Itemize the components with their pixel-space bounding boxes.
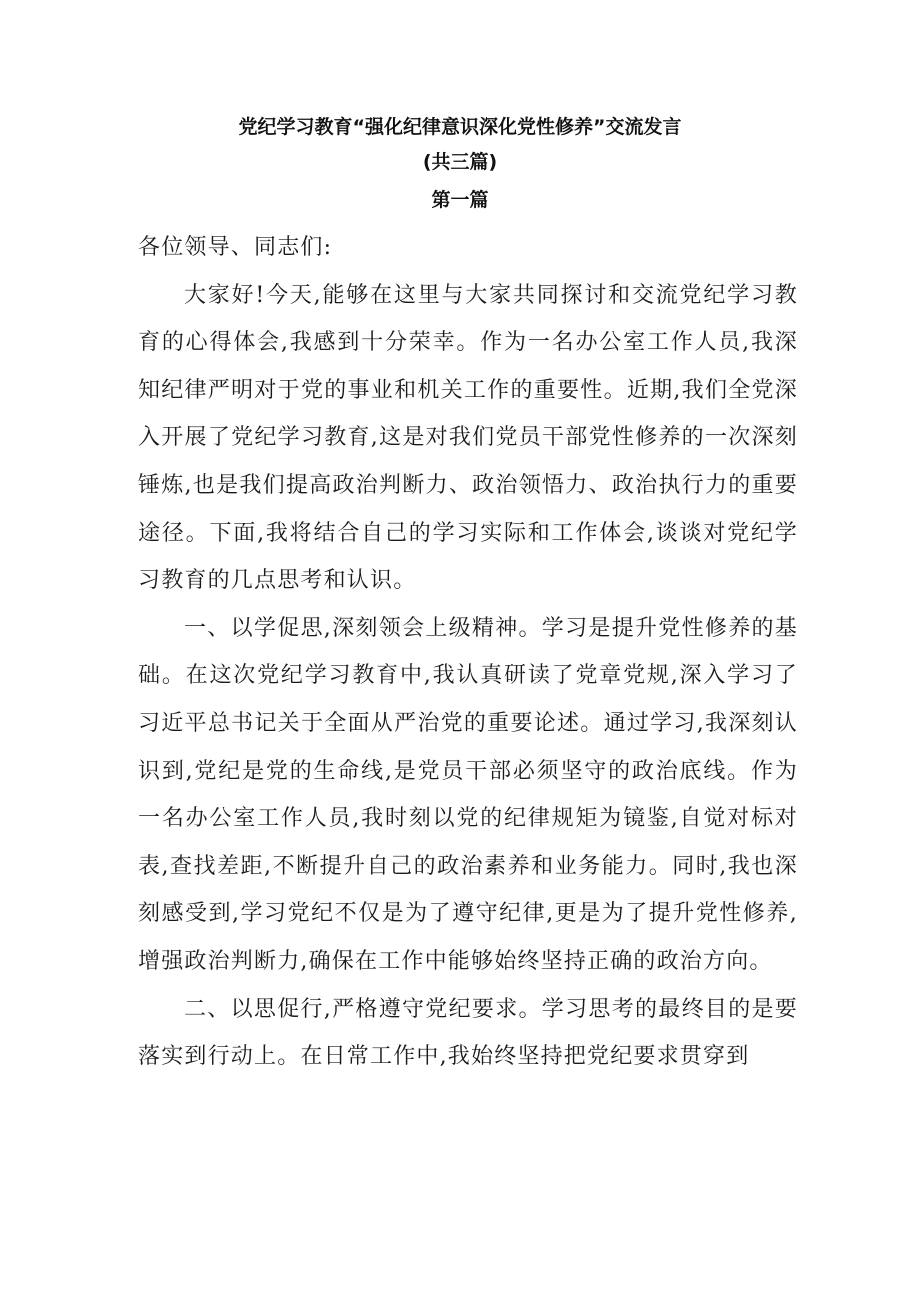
paragraph-intro: 大家好!今天,能够在这里与大家共同探讨和交流党纪学习教育的心得体会,我感到十分荣幸。作为一名办公室工作人员,我深知纪律严明对于党的事业和机关工作的重要性。近期,我们全党深入开展了党纪学习教育,这是对我们党员干部党性修养的一次深刻锤炼,也是我们提高政治判断力、政治领悟力、政治执行力的重要途径。下面,我将结合自己的学习实际和工作体会,谈谈对党纪学习教育的几点思考和认识。 <box>138 282 798 594</box>
greeting-line: 各位领导、同志们: <box>138 235 333 260</box>
document-body <box>138 224 798 1081</box>
paragraph-point-two: 二、以思促行,严格遵守党纪要求。学习思考的最终目的是要落实到行动上。在日常工作中,我始终坚持把党纪要求贯穿到 <box>138 996 798 1070</box>
section-heading: 第一篇 <box>431 189 489 211</box>
document-title: 党纪学习教育“强化纪律意识深化党性修养”交流发言 <box>238 116 682 138</box>
paragraph-point-one: 一、以学促思,深刻领会上级精神。学习是提升党性修养的基础。在这次党纪学习教育中,我认真研读了党章党规,深入学习了习近平总书记关于全面从严治党的重要论述。通过学习,我深刻认识到,党纪是党的生命线,是党员干部必须坚守的政治底线。作为一名办公室工作人员,我时刻以党的纪律规矩为镜鉴,自觉对标对表,查找差距,不断提升自己的政治素养和业务能力。同时,我也深刻感受到,学习党纪不仅是为了遵守纪律,更是为了提升党性修养,增强政治判断力,确保在工作中能够始终坚持正确的政治方向。 <box>138 615 798 974</box>
document-subtitle: (共三篇) <box>422 151 498 173</box>
